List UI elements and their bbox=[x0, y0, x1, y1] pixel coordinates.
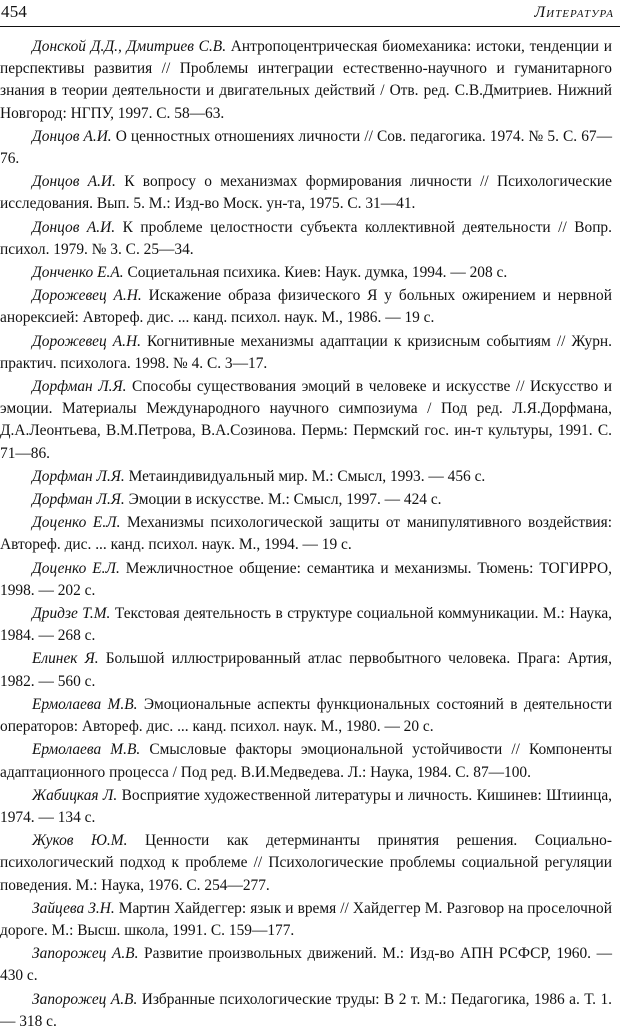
bibliography-entry bbox=[0, 694, 612, 738]
bibliography-entry bbox=[0, 171, 612, 215]
entry-text: О ценностных отношениях личности // Сов. педагогика. 1974. № 5. С. 67—76. bbox=[0, 127, 612, 168]
bibliography-entry bbox=[0, 331, 612, 375]
entry-text: Текстовая деятельность в структуре социальной коммуникации. М.: Наука, 1984. — 268 с. bbox=[0, 605, 612, 645]
entry-author: Жабицкая Л. bbox=[32, 786, 118, 804]
bibliography-entry bbox=[0, 512, 612, 556]
entry-text: К проблеме целостности субъекта коллективной деятельности // Вопр. психол. 1979. № 3. С. 25—34. bbox=[0, 218, 612, 258]
bibliography-entry bbox=[0, 830, 612, 897]
entry-author: Доценко Е.Л. bbox=[32, 559, 120, 577]
entry-text: Межличностное общение: семантика и механизмы. Тюмень: ТОГИРРО, 1998. — 202 с. bbox=[0, 559, 612, 599]
bibliography-entry bbox=[0, 466, 612, 488]
entry-text: Метаиндивидуальный мир. М.: Смысл, 1993. — 456 с. bbox=[124, 467, 486, 485]
entry-author: Дридзе Т.М. bbox=[32, 605, 111, 623]
entry-author: Запорожец А.В. bbox=[32, 990, 138, 1008]
entry-text: Мартин Хайдеггер: язык и время // Хайдеггер М. Разговор на проселочной дороге. М.: Высш. школа, 1991. С. 159—177. bbox=[0, 899, 612, 939]
entry-text: Социетальная психика. Киев: Наук. думка, 1994. — 208 с. bbox=[123, 264, 508, 282]
bibliography-entry bbox=[0, 558, 612, 602]
bibliography-entry bbox=[0, 785, 612, 829]
bibliography-entry bbox=[0, 648, 612, 692]
bibliography-entry bbox=[0, 126, 612, 170]
entry-author: Донской Д.Д., Дмитриев С.В. bbox=[32, 38, 227, 55]
bibliography-entry bbox=[0, 376, 612, 465]
entry-author: Ермолаева М.В. bbox=[32, 741, 141, 759]
bibliography-entry bbox=[0, 739, 612, 783]
entry-author: Запорожец А.В. bbox=[32, 945, 139, 963]
entry-author: Ермолаева М.В. bbox=[32, 695, 138, 713]
bibliography-entry bbox=[0, 603, 612, 647]
entry-text: Способы существования эмоций в человеке и искусстве // Искусство и эмоции. Материалы Международного научного симпозиума / Под ред. Л.Я.Дорфмана, Д.А.Леонтьева, В.М.Петрова, В.А.Созинова. Пермь: Пермский гос. ин-т культуры, 1991. С. 71—86. bbox=[0, 378, 612, 462]
entry-author: Дорфман Л.Я. bbox=[32, 491, 125, 509]
entry-author: Дорожевец А.Н. bbox=[32, 287, 142, 305]
entry-author: Дорфман Л.Я. bbox=[32, 467, 125, 485]
entry-text: Большой иллюстрированный атлас первобытного человека. Прага: Артия, 1982. — 560 с. bbox=[0, 650, 612, 690]
bibliography-entry bbox=[0, 262, 612, 284]
entry-text: Антропоцентрическая биомеханика: истоки, тенденции и перспективы развития // Проблемы интеграции естественно-научного и гуманитарного знания в теории деятельности и двигательных действий / Отв. ред. С.В.Дмитриев. Нижний Новгород: НГПУ, 1997. С. 58—63. bbox=[0, 38, 612, 122]
header-rule bbox=[0, 26, 620, 27]
entry-text: Развитие произвольных движений. М.: Изд-во АПН РСФСР, 1960. — 430 с. bbox=[0, 945, 612, 985]
entry-author: Доценко Е.Л. bbox=[32, 514, 121, 532]
bibliography-entry bbox=[0, 898, 612, 942]
entry-author: Донцов А.И. bbox=[32, 173, 116, 191]
entry-text: Эмоции в искусстве. М.: Смысл, 1997. — 424 с. bbox=[124, 491, 442, 509]
entry-author: Донцов А.И. bbox=[32, 218, 116, 236]
page-number: 454 bbox=[1, 2, 28, 21]
bibliography-entry bbox=[0, 285, 612, 329]
entry-author: Дорожевец А.Н. bbox=[32, 332, 141, 350]
entry-author: Жуков Ю.М. bbox=[32, 832, 128, 850]
entry-author: Донченко Е.А. bbox=[32, 264, 124, 282]
entry-text: Искажение образа физического Я у больных ожирением и нервной анорексией: Автореф. дис. ... канд. психол. наук. М., 1986. — 19 с. bbox=[0, 287, 612, 327]
entry-author: Зайцева З.Н. bbox=[32, 899, 115, 917]
bibliography-entry bbox=[0, 943, 612, 987]
entry-text: Когнитивные механизмы адаптации к кризисным событиям // Журн. практич. психолога. 1998. № 4. С. 3—17. bbox=[0, 332, 612, 372]
running-title: Литература bbox=[534, 4, 614, 21]
bibliography-entry bbox=[0, 36, 612, 125]
entry-text: Эмоциональные аспекты функциональных состояний в деятельности операторов: Автореф. дис. ... канд. психол. наук. М., 1980. — 20 с. bbox=[0, 695, 612, 736]
entry-author: Донцов А.И. bbox=[32, 127, 112, 145]
entry-author: Дорфман Л.Я. bbox=[32, 378, 127, 396]
entry-text: Восприятие художественной литературы и личность. Кишинев: Штиинца, 1974. — 134 с. bbox=[0, 786, 612, 826]
entry-text: Ценности как детерминанты принятия решения. Социально-психологический подход к проблеме // Психологические проблемы социальной регуляции поведения. М.: Наука, 1976. С. 254—277. bbox=[0, 832, 612, 894]
bibliography-entry bbox=[0, 489, 612, 511]
entry-text: Избранные психологические труды: В 2 т. М.: Педагогика, 1986 а. Т. 1. — 318 с. bbox=[0, 990, 612, 1030]
entry-text: Смысловые факторы эмоциональной устойчивости // Компоненты адаптационного процесса / Под ред. В.И.Медведева. Л.: Наука, 1984. С. 87—100. bbox=[0, 741, 612, 781]
bibliography-list bbox=[0, 36, 612, 1034]
entry-author: Елинек Я. bbox=[32, 650, 99, 668]
page-header bbox=[0, 0, 620, 28]
bibliography-entry bbox=[0, 989, 612, 1033]
entry-text: Механизмы психологической защиты от манипулятивного воздействия: Автореф. дис. ... канд. психол. наук. М., 1994. — 19 с. bbox=[0, 514, 613, 554]
bibliography-entry bbox=[0, 217, 612, 261]
entry-text: К вопросу о механизмах формирования личности // Психологические исследования. Вып. 5. М.: Изд-во Моск. ун-та, 1975. С. 31—41. bbox=[0, 173, 612, 213]
